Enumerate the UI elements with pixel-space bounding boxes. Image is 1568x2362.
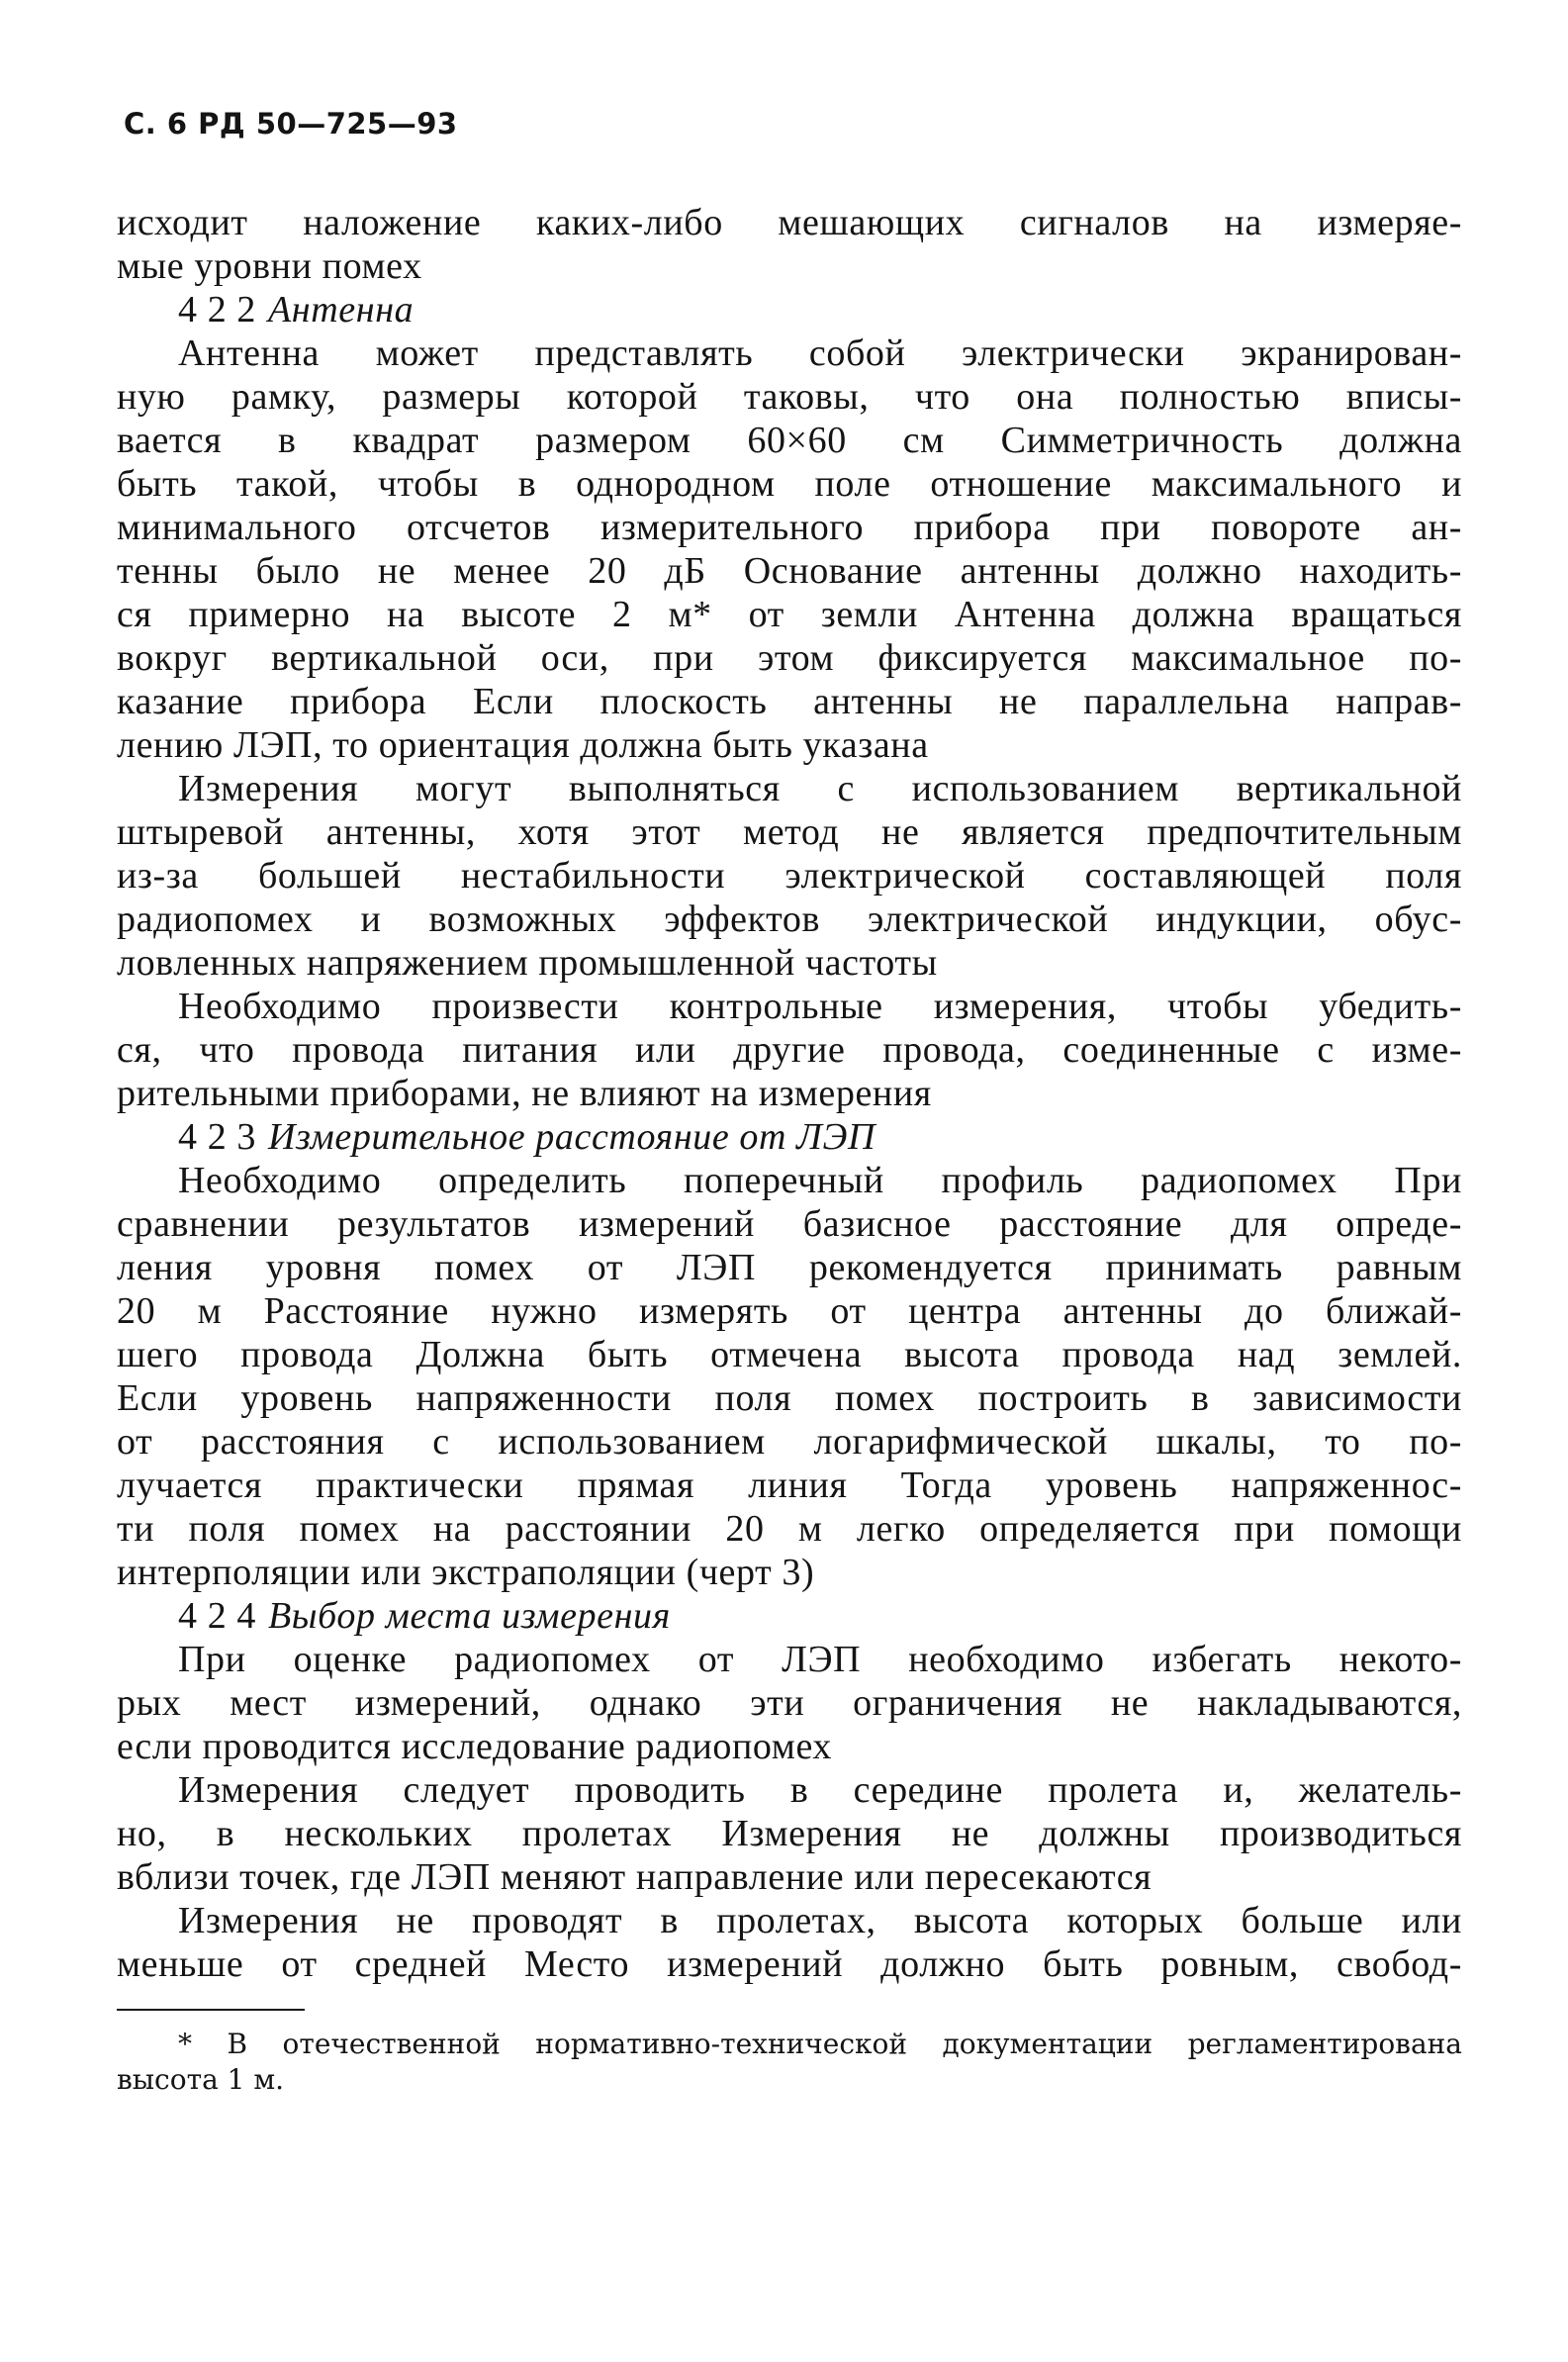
text-line: лучается практически прямая линия Тогда уровень напряженнос- [117, 1464, 1462, 1506]
text-line: 20 м Расстояние нужно измерять от центра антенны до ближай- [117, 1290, 1462, 1332]
text-line: минимального отсчетов измерительного прибора при повороте ан- [117, 507, 1462, 548]
footnote-divider [117, 2009, 305, 2011]
text-line: ную рамку, размеры которой таковы, что она полностью вписы- [117, 376, 1462, 418]
text-line: вокруг вертикальной оси, при этом фиксируется максимальное по- [117, 637, 1462, 679]
text-line: Если уровень напряженности поля помех построить в зависимости [117, 1377, 1462, 1419]
text-line: Необходимо произвести контрольные измерения, чтобы убедить- [178, 986, 1462, 1027]
section-title: Выбор места измерения [268, 1595, 671, 1637]
text-line: штыревой антенны, хотя этот метод не является предпочтительным [117, 811, 1462, 853]
section-number: 4 2 4 [178, 1595, 256, 1637]
text-line: Измерения не проводят в пролетах, высота которых больше или [178, 1900, 1462, 1941]
section-title: Антенна [268, 289, 415, 331]
text-line: исходит наложение каких-либо мешающих сигналов на измеряе- [117, 202, 1462, 243]
section-heading-422 [178, 288, 414, 331]
text-line: Необходимо определить поперечный профиль радиопомех При [178, 1160, 1462, 1201]
text-line: мые уровни помех [117, 245, 422, 287]
text-line: рых мест измерений, однако эти ограничения не накладываются, [117, 1682, 1462, 1724]
text-line: тенны было не менее 20 дБ Основание антенны должно находить- [117, 550, 1462, 592]
footnote-line: высота 1 м. [117, 2063, 285, 2096]
text-line: быть такой, чтобы в однородном поле отношение максимального и [117, 463, 1462, 505]
text-line: меньше от средней Место измерений должно быть ровным, свобод- [117, 1943, 1462, 1985]
text-line: если проводится исследование радиопомех [117, 1726, 833, 1767]
text-line: казание прибора Если плоскость антенны не параллельна направ- [117, 681, 1462, 722]
section-number: 4 2 3 [178, 1116, 256, 1158]
text-line: ловленных напряжением промышленной частоты [117, 942, 938, 984]
text-line: ления уровня помех от ЛЭП рекомендуется принимать равным [117, 1247, 1462, 1288]
text-line: интерполяции или экстраполяции (черт 3) [117, 1552, 815, 1593]
footnote-line: * В отечественной нормативно-технической документации регламентирована [178, 2028, 1462, 2060]
section-title: Измерительное расстояние от ЛЭП [268, 1116, 876, 1158]
text-line: ся, что провода питания или другие провода, соединенные с изме- [117, 1029, 1462, 1071]
text-line: от расстояния с использованием логарифмической шкалы, то по- [117, 1421, 1462, 1463]
text-line: ся примерно на высоте 2 м* от земли Антенна должна вращаться [117, 594, 1462, 635]
text-line: лению ЛЭП, то ориентация должна быть указана [117, 724, 929, 766]
text-line: При оценке радиопомех от ЛЭП необходимо избегать некото- [178, 1639, 1462, 1680]
page-header: С. 6 РД 50—725—93 [124, 107, 458, 141]
text-line: вается в квадрат размером 60×60 см Симметричность должна [117, 420, 1462, 461]
text-line: из-за большей нестабильности электрической составляющей поля [117, 855, 1462, 897]
text-line: Измерения могут выполняться с использованием вертикальной [178, 768, 1462, 809]
text-line: рительными приборами, не влияют на измерения [117, 1073, 932, 1114]
text-line: ти поля помех на расстоянии 20 м легко определяется при помощи [117, 1508, 1462, 1550]
text-line: Измерения следует проводить в середине пролета и, желатель- [178, 1769, 1462, 1811]
section-heading-424 [178, 1594, 671, 1638]
text-line: радиопомех и возможных эффектов электрической индукции, обус- [117, 898, 1462, 940]
section-number: 4 2 2 [178, 289, 256, 331]
text-line: Антенна может представлять собой электрически экранирован- [178, 332, 1462, 374]
text-line: сравнении результатов измерений базисное расстояние для опреде- [117, 1203, 1462, 1245]
text-line: вблизи точек, где ЛЭП меняют направление или пересекаются [117, 1856, 1153, 1898]
text-line: шего провода Должна быть отмечена высота провода над землей. [117, 1334, 1462, 1375]
text-line: но, в нескольких пролетах Измерения не должны производиться [117, 1813, 1462, 1854]
section-heading-423 [178, 1115, 876, 1159]
